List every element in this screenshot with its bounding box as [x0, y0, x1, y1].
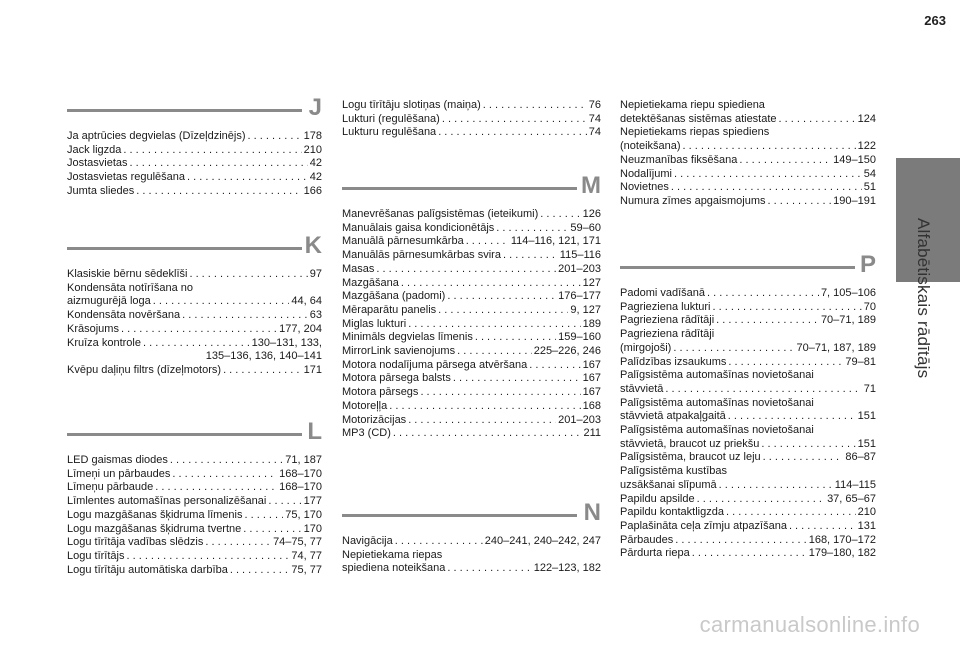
index-entry: Lukturu regulēšana . . . 74 — [342, 126, 601, 140]
watermark: carmanualsonline.info — [699, 612, 920, 637]
index-entry: Logu mazgāšanas šķidruma līmenis . . . 75, 170 — [67, 509, 322, 523]
section-rule — [67, 247, 302, 250]
index-entry: Nepietiekama riepu spiediena detektēšanas sistēmas atiestate . . . 124 — [620, 99, 876, 126]
section-rule — [342, 187, 577, 190]
index-entry: Līmlentes automašīnas personalizēšanai . . . 177 — [67, 495, 322, 509]
index-entry: Papildu kontaktligzda . . . 210 — [620, 506, 876, 520]
index-entry: Pārbaudes . . . 168, 170–172 — [620, 534, 876, 548]
section-letter: N — [583, 499, 601, 526]
section-header — [342, 172, 601, 208]
section-letter: P — [859, 251, 876, 278]
index-entry: Logu mazgāšanas šķidruma tvertne . . . 170 — [67, 523, 322, 537]
index-entry: Pagrieziena rādītāji . . . 70–71, 189 — [620, 314, 876, 328]
index-entry: Navigācija . . . 240–241, 240–242, 247 — [342, 535, 601, 549]
index-entry: Kondensāta notīrīšana no aizmugurējā loga . . . 44, 64 — [67, 282, 322, 309]
section-header — [67, 418, 322, 454]
index-entry: Nepietiekams riepas spiediens (noteikšana) . . . 122 — [620, 126, 876, 153]
section-rule — [620, 266, 855, 269]
index-entry: Logu tīrītāju automātiska darbība . . . 75, 77 — [67, 564, 322, 578]
index-entry: Paplašināta ceļa zīmju atpazīšana . . . 131 — [620, 520, 876, 534]
index-entry: Palīgsistēma automašīnas novietošanai stāvvietā, braucot uz priekšu . . . 151 — [620, 424, 876, 451]
index-entry: Mazgāšana (padomi) . . . 176–177 — [342, 290, 601, 304]
section-rule — [67, 433, 302, 436]
index-entry: Minimāls degvielas līmenis . . . 159–160 — [342, 331, 601, 345]
section-m — [342, 172, 601, 441]
index-entry: Mazgāšana . . . 127 — [342, 277, 601, 291]
index-entry: Līmeņi un pārbaudes . . . 168–170 — [67, 468, 322, 482]
section-k — [67, 232, 322, 378]
index-entry: Ja aptrūcies degvielas (Dīzeļdzinējs) . . . 178 — [67, 130, 322, 144]
index-entry: Pagrieziena rādītāji (mirgojoši) . . . 70–71, 187, 189 — [620, 328, 876, 355]
section-j — [67, 94, 322, 199]
page-number: 263 — [924, 13, 946, 28]
index-entry: Motorizācijas . . . 201–203 — [342, 414, 601, 428]
index-entry: Palīgsistēma automašīnas novietošanai stāvvietā atpakaļgaitā . . . 151 — [620, 397, 876, 424]
index-entry: Palīgsistēma, braucot uz leju . . . 86–87 — [620, 451, 876, 465]
section-p — [620, 251, 876, 561]
section-rule — [342, 514, 577, 517]
index-entry: Lukturi (regulēšana) . . . 74 — [342, 113, 601, 127]
index-entry: Logu tīrītāja vadības slēdzis . . . 74–75, 77 — [67, 536, 322, 550]
index-entry: Palīdzības izsaukums . . . 79–81 — [620, 356, 876, 370]
index-entry: Klasiskie bērnu sēdeklīši . . . 97 — [67, 268, 322, 282]
index-entry: Padomi vadīšanā . . . 7, 105–106 — [620, 287, 876, 301]
section-rule — [67, 109, 302, 112]
index-entry: Manuālā pārnesumkārba . . . 114–116, 121, 171 — [342, 235, 601, 249]
index-entry: Pagrieziena lukturi . . . 70 — [620, 301, 876, 315]
index-entry: Manevrēšanas palīgsistēmas (ieteikumi) . . . 126 — [342, 208, 601, 222]
index-entry: Manuālais gaisa kondicionētājs . . . 59–60 — [342, 222, 601, 236]
index-entry: Mēraparātu panelis . . . 9, 127 — [342, 304, 601, 318]
index-entry: Logu tīrītāju slotiņas (maiņa) . . . 76 — [342, 99, 601, 113]
section-header — [67, 232, 322, 268]
section-n — [342, 499, 601, 576]
section-l-continued — [342, 99, 601, 140]
index-entry: Papildu apsilde . . . 37, 65–67 — [620, 493, 876, 507]
index-entry: Jostasvietas . . . 42 — [67, 157, 322, 171]
index-entry: Krāsojums . . . 177, 204 — [67, 323, 322, 337]
side-title: Alfabētiskais rādītājs — [914, 218, 933, 379]
index-entry: Kondensāta novēršana . . . 63 — [67, 309, 322, 323]
section-letter: M — [581, 172, 601, 199]
section-letter: K — [304, 232, 322, 259]
index-entry: Jostasvietas regulēšana . . . 42 — [67, 171, 322, 185]
index-entry: Motora pārsega balsts . . . 167 — [342, 372, 601, 386]
index-entry: Jack ligzda . . . 210 — [67, 144, 322, 158]
index-entry: Līmeņu pārbaude . . . 168–170 — [67, 481, 322, 495]
section-letter: J — [308, 94, 322, 121]
index-entry: Kvēpu daļiņu filtrs (dīzeļmotors) . . . 171 — [67, 364, 322, 378]
index-entry: Palīgsistēma automašīnas novietošanai stāvvietā . . . 71 — [620, 369, 876, 396]
index-entry: Numura zīmes apgaismojums . . . 190–191 — [620, 195, 876, 209]
index-entry: Nodalījumi . . . 54 — [620, 168, 876, 182]
index-entry: Pārdurta riepa . . . 179–180, 182 — [620, 547, 876, 561]
section-l — [67, 418, 322, 577]
index-entry: Logu tīrītājs . . . 74, 77 — [67, 550, 322, 564]
section-header — [620, 251, 876, 287]
index-entry: Novietnes . . . 51 — [620, 181, 876, 195]
index-entry: MP3 (CD) . . . 211 — [342, 427, 601, 441]
index-entry: Neuzmanības fiksēšana . . . 149–150 — [620, 154, 876, 168]
index-entry: Jumta sliedes . . . 166 — [67, 185, 322, 199]
index-entry: Masas . . . 201–203 — [342, 263, 601, 277]
index-entry: Manuālās pārnesumkārbas svira . . . 115–116 — [342, 249, 601, 263]
index-entry: MirrorLink savienojums . . . 225–226, 246 — [342, 345, 601, 359]
index-entry: LED gaismas diodes . . . 71, 187 — [67, 454, 322, 468]
index-entry: Nepietiekama riepas spiediena noteikšana . . . 122–123, 182 — [342, 549, 601, 576]
section-header — [342, 499, 601, 535]
index-entry: Miglas lukturi . . . 189 — [342, 318, 601, 332]
index-entry: Motora pārsegs . . . 167 — [342, 386, 601, 400]
index-entry: Motoreļļa . . . 168 — [342, 400, 601, 414]
section-n-continued — [620, 99, 876, 209]
section-header — [67, 94, 322, 130]
index-entry: Kruīza kontrole . . . 130–131, 133, 135–136, 136, 140–141 — [67, 337, 322, 364]
index-entry: Palīgsistēma kustības uzsākšanai slīpumā . . . 114–115 — [620, 465, 876, 492]
index-entry: Motora nodalījuma pārsega atvēršana . . . 167 — [342, 359, 601, 373]
section-letter: L — [307, 418, 322, 445]
